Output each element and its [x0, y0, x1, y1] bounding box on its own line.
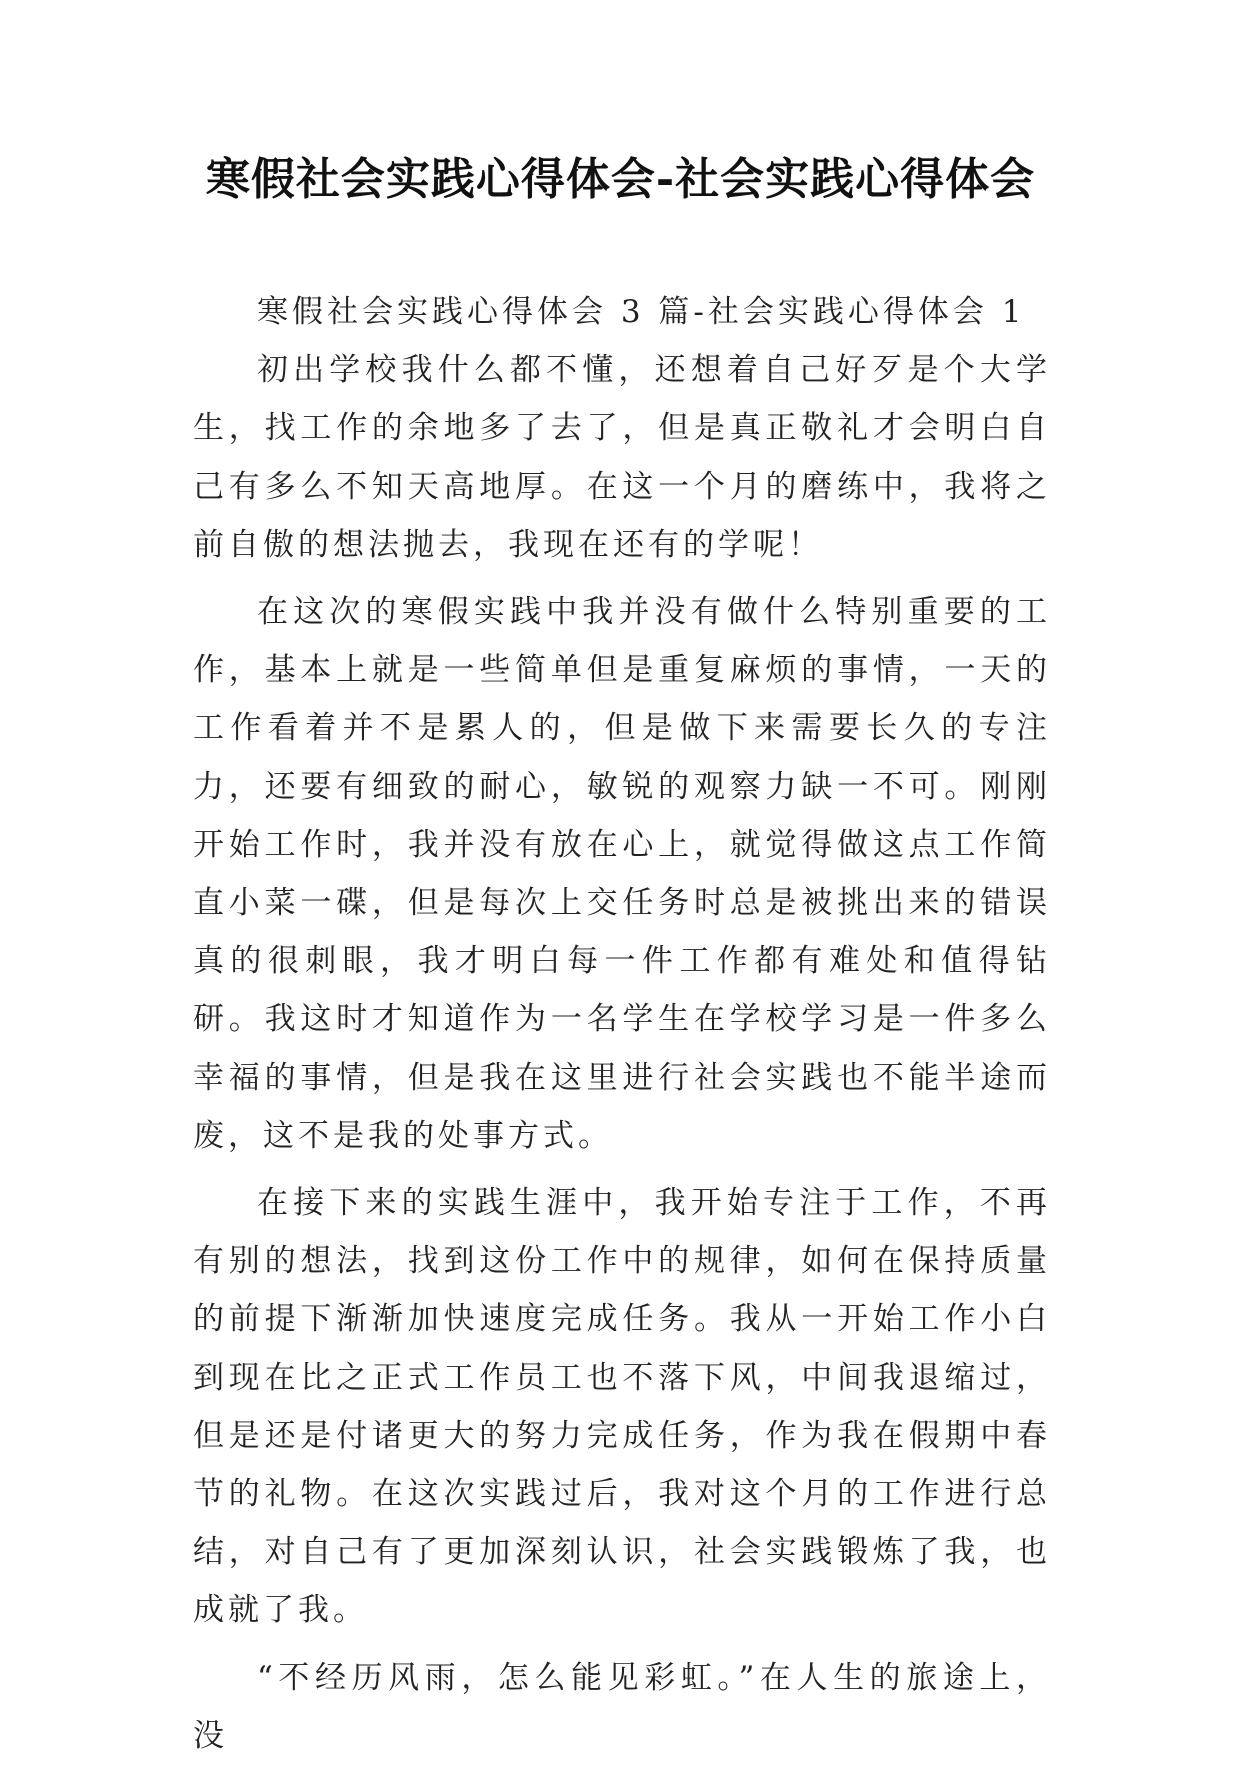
paragraph-3: 在接下来的实践生涯中，我开始专注于工作，不再有别的想法，找到这份工作中的规律，如何在保持质量的前提下渐渐加快速度完成任务。我从一开始工作小白到现在比之正式工作员工也不落下风，中间我退缩过，但是还是付诸更大的努力完成任务，作为我在假期中春节的礼物。在这次实践过后，我对这个月的工作进行总结，对自己有了更加深刻认识，社会实践锻炼了我，也成就了我。: [193, 1185, 1051, 1629]
document-subtitle: 寒假社会实践心得体会 3 篇-社会实践心得体会 1: [257, 294, 1026, 330]
document-title: 寒假社会实践心得体会-社会实践心得体会: [205, 154, 1036, 205]
paragraph-4: “不经历风雨，怎么能见彩虹。”在人生的旅途上，没: [193, 1659, 1051, 1754]
paragraph-1: 初出学校我什么都不懂，还想着自己好歹是个大学生，找工作的余地多了去了，但是真正敬礼才会明白自己有多么不知天高地厚。在这一个月的磨练中，我将之前自傲的想法抛去，我现在还有的学呢！: [193, 352, 1051, 563]
document-body: [193, 283, 1051, 1765]
paragraph-2: 在这次的寒假实践中我并没有做什么特别重要的工作，基本上就是一些简单但是重复麻烦的事情，一天的工作看着并不是累人的，但是做下来需要长久的专注力，还要有细致的耐心，敏锐的观察力缺一不可。刚刚开始工作时，我并没有放在心上，就觉得做这点工作简直小菜一碟，但是每次上交任务时总是被挑出来的错误真的很刺眼，我才明白每一件工作都有难处和值得钻研。我这时才知道作为一名学生在学校学习是一件多么幸福的事情，但是我在这里进行社会实践也不能半途而废，这不是我的处事方式。: [193, 594, 1051, 1154]
